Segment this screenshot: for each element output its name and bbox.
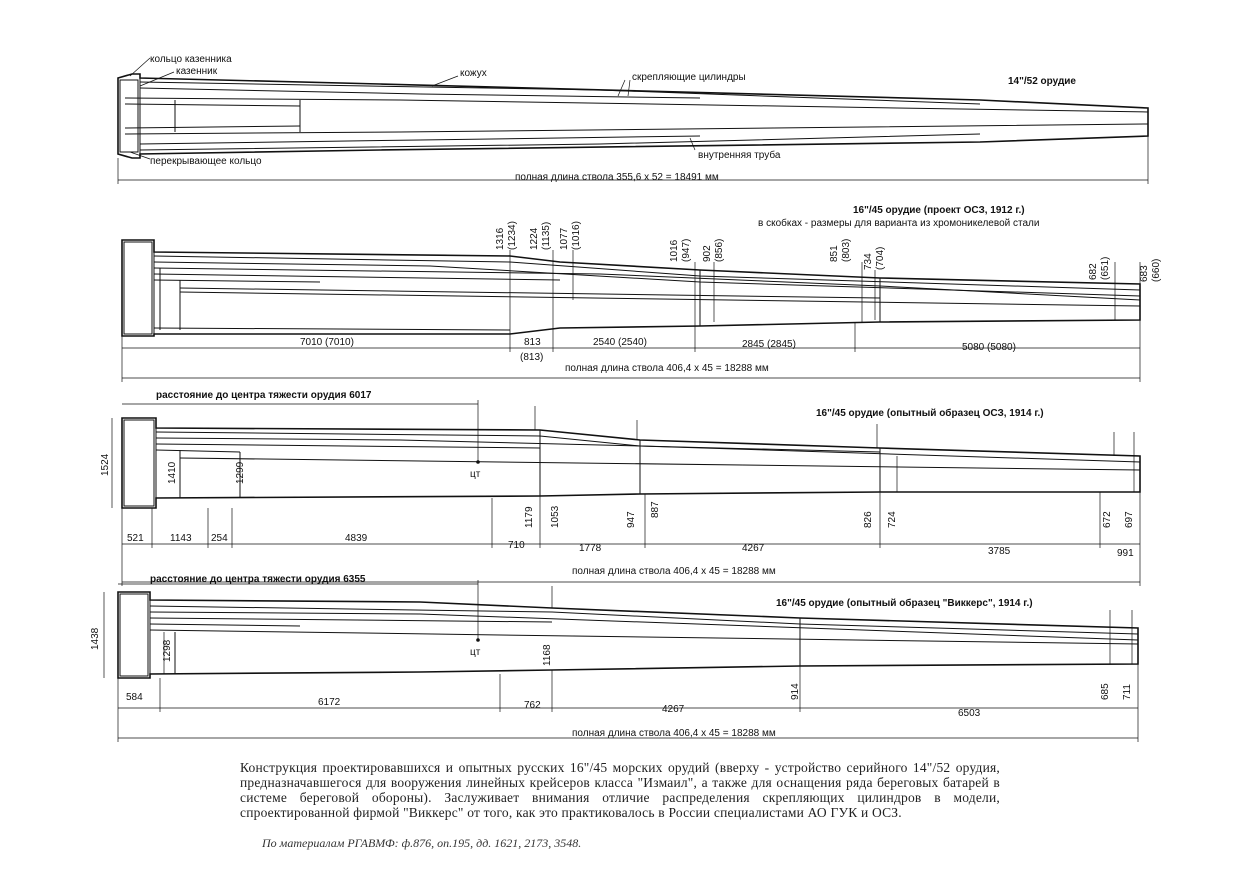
dim-724: 724 [887, 511, 898, 528]
dim-1298: 1298 [162, 639, 173, 662]
dim-826: 826 [863, 511, 874, 528]
dim-521: 521 [127, 533, 144, 544]
gun3-ct: цт [470, 469, 481, 480]
gun2-title: 16"/45 орудие (проект ОСЗ, 1912 г.) [853, 205, 1025, 216]
dim-856: (856) [714, 238, 725, 262]
gun3-total-length: полная длина ствола 406,4 х 45 = 18288 мм [572, 566, 776, 577]
dim-887: 887 [650, 501, 661, 518]
gun1-title: 14"/52 орудие [1008, 76, 1076, 87]
dim-710: 710 [508, 540, 525, 551]
label-lock-ring: перекрывающее кольцо [150, 156, 262, 167]
gun1-total-length: полная длина ствола 355,6 х 52 = 18491 мм [515, 172, 719, 183]
dim-1179: 1179 [524, 506, 535, 528]
dim-4267: 4267 [742, 543, 765, 554]
dim-651: (651) [1100, 256, 1111, 280]
dim-697: 697 [1124, 511, 1135, 528]
dim-3785: 3785 [988, 546, 1011, 557]
dim-902: 902 [702, 245, 713, 262]
gun2-subtitle: в скобках - размеры для варианта из хромоникелевой стали [758, 218, 1040, 229]
gun2-total-length: полная длина ствола 406,4 х 45 = 18288 мм [565, 363, 769, 374]
dim-711: 711 [1122, 684, 1133, 700]
dim-672: 672 [1102, 511, 1113, 528]
dim-851: 851 [829, 245, 840, 262]
gun-16-45-osz-1912-drawing [122, 240, 1140, 382]
figure-caption: Конструкция проектировавшихся и опытных русских 16"/45 морских орудий (вверху - устройство серийного 14"/52 орудия, предназначавшегося для вооружения линейных крейсеров класса "Измаил", а также для оснащения ряда береговых батарей в системе береговой обороны). Заслуживает внимания отличие распределения скрепляющих цилиндров в модели, спроектированной фирмой "Виккерс" от того, как это практиковалось в России специалистами АО ГУК и ОСЗ. [240, 760, 1000, 820]
dim-1778: 1778 [579, 543, 602, 554]
dim-813: 813 [524, 337, 541, 348]
dim-914: 914 [790, 683, 801, 700]
dim-704: (704) [875, 246, 886, 270]
dim-2540: 2540 (2540) [593, 337, 647, 348]
dim-1234: (1234) [507, 221, 518, 250]
dim-660: (660) [1151, 258, 1162, 282]
dim-4267: 4267 [662, 704, 685, 715]
dim-1168: 1168 [542, 644, 553, 666]
dim-2845: 2845 (2845) [742, 339, 796, 350]
figure-source: По материалам РГАВМФ: ф.876, оп.195, дд. 1621, 2173, 3548. [262, 836, 582, 850]
label-inner-tube: внутренняя труба [698, 150, 781, 161]
label-jacket: кожух [460, 68, 487, 79]
dim-6172: 6172 [318, 697, 341, 708]
label-breech-ring: кольцо казенника [150, 54, 232, 65]
dim-947: (947) [681, 238, 692, 262]
dim-1135: (1135) [541, 221, 552, 250]
dim-1316: 1316 [495, 227, 506, 250]
gun3-title: 16"/45 орудие (опытный образец ОСЗ, 1914 г.) [816, 408, 1044, 419]
dim-6503: 6503 [958, 708, 981, 719]
dim-1299: 1299 [235, 461, 246, 484]
label-breech: казенник [176, 66, 218, 77]
gun-16-45-osz-1914-drawing [112, 400, 1140, 586]
gun4-total-length: полная длина ствола 406,4 х 45 = 18288 мм [572, 728, 776, 739]
dim-1077: 1077 [559, 227, 570, 250]
gun4-cg-label: расстояние до центра тяжести орудия 6355 [150, 574, 366, 585]
dim-685: 685 [1100, 683, 1111, 700]
dim-584: 584 [126, 692, 143, 703]
dim-683: 683 [1139, 265, 1150, 282]
dim-1016b: 1016 [669, 239, 680, 262]
dim-734: 734 [863, 253, 874, 270]
dim-803: (803) [841, 238, 852, 262]
gun4-title: 16"/45 орудие (опытный образец "Виккерс", 1914 г.) [776, 598, 1033, 609]
dim-1016a: (1016) [571, 221, 582, 250]
dim-7010: 7010 (7010) [300, 337, 354, 348]
dim-762: 762 [524, 700, 541, 711]
dim-1224: 1224 [529, 227, 540, 250]
dim-1524: 1524 [100, 453, 111, 476]
gun4-ct: цт [470, 647, 481, 658]
dim-4839: 4839 [345, 533, 368, 544]
dim-1053: 1053 [550, 505, 561, 528]
dim-947: 947 [626, 511, 637, 528]
dim-1143: 1143 [170, 533, 192, 544]
dim-254: 254 [211, 533, 228, 544]
label-hoops: скрепляющие цилиндры [632, 72, 746, 83]
gun3-cg-label: расстояние до центра тяжести орудия 6017 [156, 390, 372, 401]
dim-1410: 1410 [167, 461, 178, 484]
dim-682: 682 [1088, 263, 1099, 280]
dim-5080: 5080 (5080) [962, 342, 1016, 353]
dim-1438: 1438 [90, 627, 101, 650]
dim-991: 991 [1117, 548, 1134, 559]
dim-813b: (813) [520, 352, 544, 363]
